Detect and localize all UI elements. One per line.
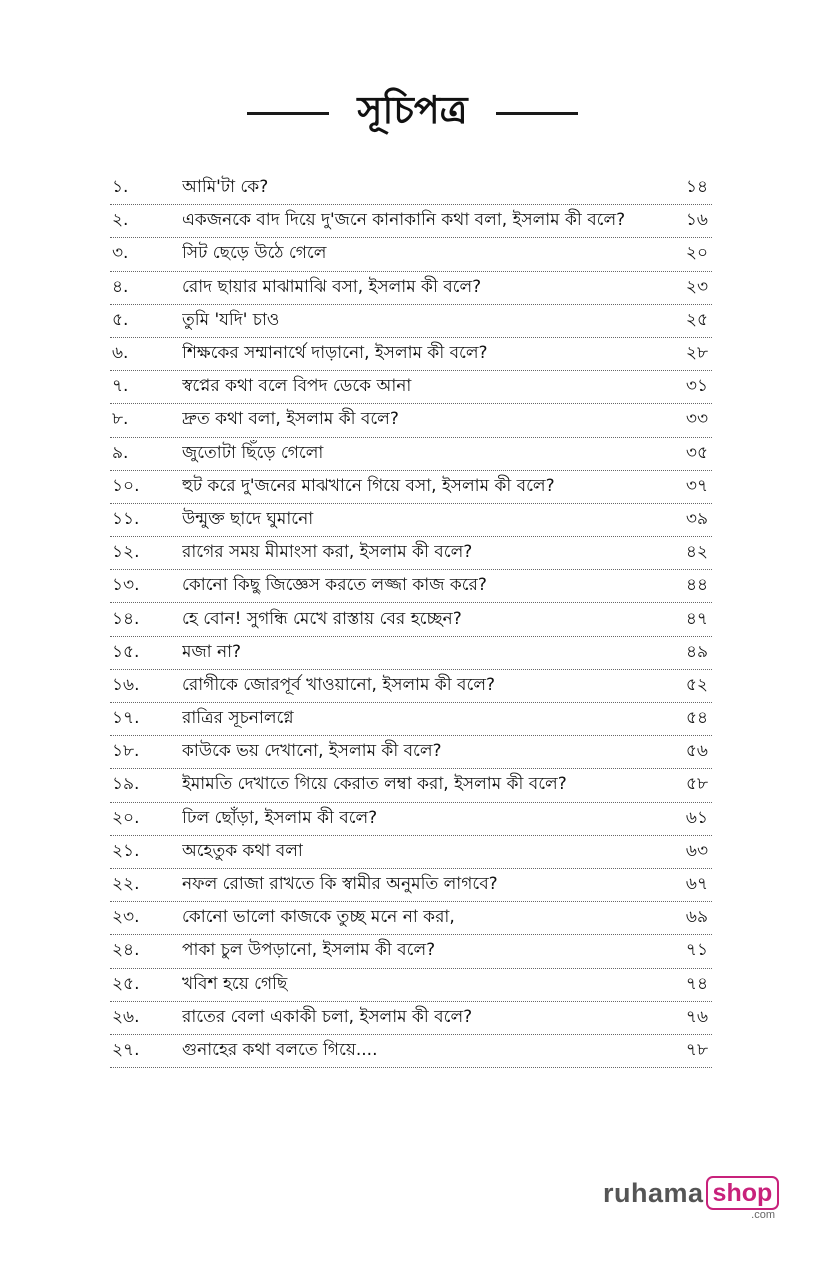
toc-entry (110, 803, 712, 836)
toc-entry-title: হুট করে দু'জনের মাঝখানে গিয়ে বসা, ইসলাম কী বলে? (182, 475, 555, 496)
toc-entry (110, 537, 712, 570)
toc-entry-page: ৪৪ (685, 575, 708, 596)
toc-entry-number: ৩. (112, 243, 129, 264)
toc-entry-number: ২৩. (112, 907, 140, 928)
toc-entry-number: ৬. (112, 343, 129, 364)
toc-entry-page: ৫৮ (685, 774, 708, 795)
toc-entry-title: কোনো কিছু জিজ্ঞেস করতে লজ্জা কাজ করে? (182, 575, 487, 596)
toc-entry-title: কোনো ভালো কাজকে তুচ্ছ মনে না করা, (182, 907, 455, 928)
toc-entry (110, 305, 712, 338)
toc-entry (110, 637, 712, 670)
toc-entry-number: ২৬. (112, 1006, 140, 1027)
toc-entry-title: আমি'টা কে? (182, 177, 269, 198)
toc-entry (110, 404, 712, 437)
toc-entry-number: ২. (112, 210, 129, 231)
toc-entry (110, 670, 712, 703)
toc-entry-title: ইমামতি দেখাতে গিয়ে কেরাত লম্বা করা, ইসলাম কী বলে? (182, 774, 567, 795)
toc-entry (110, 869, 712, 902)
toc-entry-title: রাগের সময় মীমাংসা করা, ইসলাম কী বলে? (182, 542, 473, 563)
toc-entry-title: স্বপ্নের কথা বলে বিপদ ডেকে আনা (182, 376, 412, 397)
toc-entry-number: ৫. (112, 309, 129, 330)
toc-entry-number: ২৫. (112, 973, 140, 994)
toc-entry-number: ১০. (112, 475, 140, 496)
toc-entry-number: ২৭. (112, 1039, 140, 1060)
toc-entry-page: ২৮ (685, 343, 708, 364)
toc-entry (110, 504, 712, 537)
toc-entry-title: উন্মুক্ত ছাদে ঘুমানো (182, 508, 314, 529)
toc-entry-title: খবিশ হয়ে গেছি (182, 973, 288, 994)
toc-entry-page: ৩৩ (685, 409, 708, 430)
toc-entry-title: কাউকে ভয় দেখানো, ইসলাম কী বলে? (182, 741, 442, 762)
toc-entry-page: ৬১ (685, 807, 708, 828)
toc-entry (110, 338, 712, 371)
toc-entry-number: ৭. (112, 376, 129, 397)
toc-entry-page: ৫২ (685, 674, 708, 695)
toc-entry-title: অহেতুক কথা বলা (182, 840, 303, 861)
toc-entry-number: ২৪. (112, 940, 140, 961)
toc-entry (110, 836, 712, 869)
toc-entry (110, 438, 712, 471)
toc-entry-page: ৪৭ (685, 608, 708, 629)
toc-entry-page: ৫৬ (685, 741, 708, 762)
toc-entry-title: নফল রোজা রাখতে কি স্বামীর অনুমতি লাগবে? (182, 874, 498, 895)
toc-entry (110, 238, 712, 271)
toc-entry-page: ২৫ (685, 309, 708, 330)
table-of-contents (110, 172, 712, 1068)
toc-entry-title: হে বোন! সুগন্ধি মেখে রাস্তায় বের হচ্ছেন? (182, 608, 462, 629)
logo-ruhama-text: ruhama (603, 1177, 704, 1208)
toc-entry-page: ১৪ (685, 177, 708, 198)
toc-entry-title: রাতের বেলা একাকী চলা, ইসলাম কী বলে? (182, 1006, 473, 1027)
title-rule-right (496, 112, 578, 115)
toc-entry-number: ১১. (112, 508, 140, 529)
toc-entry-page: ৭৪ (685, 973, 708, 994)
toc-entry-title: রাত্রির সূচনালগ্নে (182, 708, 294, 729)
toc-entry (110, 969, 712, 1002)
toc-entry-number: ১৪. (112, 608, 140, 629)
toc-entry-number: ৪. (112, 276, 129, 297)
toc-entry-number: ১৬. (112, 674, 140, 695)
toc-entry-number: ১৩. (112, 575, 140, 596)
toc-entry (110, 1035, 712, 1068)
toc-entry (110, 272, 712, 305)
logo-domain-text: .com (751, 1209, 775, 1221)
toc-entry-page: ২০ (685, 243, 708, 264)
toc-entry (110, 603, 712, 636)
toc-entry-title: মজা না? (182, 641, 242, 662)
toc-entry-number: ২১. (112, 840, 140, 861)
toc-entry-number: ৯. (112, 442, 129, 463)
toc-entry-number: ১. (112, 177, 129, 198)
toc-entry-title: একজনকে বাদ দিয়ে দু'জনে কানাকানি কথা বলা, ইসলাম কী বলে? (182, 210, 626, 231)
toc-entry (110, 769, 712, 802)
toc-entry (110, 205, 712, 238)
toc-entry-page: ৩৫ (685, 442, 708, 463)
ruhamashop-logo (603, 1176, 783, 1231)
toc-entry-number: ৮. (112, 409, 129, 430)
title-rule-left (247, 112, 329, 115)
toc-entry-number: ১৯. (112, 774, 140, 795)
toc-header (0, 78, 825, 148)
toc-entry-title: দ্রুত কথা বলা, ইসলাম কী বলে? (182, 409, 399, 430)
toc-entry (110, 935, 712, 968)
logo-shop-text: shop (706, 1176, 780, 1210)
toc-entry-number: ১৭. (112, 708, 140, 729)
toc-entry-page: ২৩ (685, 276, 708, 297)
toc-entry-number: ১২. (112, 542, 140, 563)
toc-entry-title: তুমি 'যদি' চাও (182, 309, 280, 330)
toc-entry-page: ৪২ (685, 542, 708, 563)
toc-entry-title: রোদ ছায়ার মাঝামাঝি বসা, ইসলাম কী বলে? (182, 276, 482, 297)
toc-entry-page: ৬৩ (685, 840, 708, 861)
toc-entry-page: ৭৬ (685, 1006, 708, 1027)
toc-entry-number: ১৫. (112, 641, 140, 662)
toc-entry-title: সিট ছেড়ে উঠে গেলে (182, 243, 327, 264)
toc-entry-page: ৭১ (685, 940, 708, 961)
toc-entry-number: ২০. (112, 807, 140, 828)
toc-entry-title: ঢিল ছোঁড়া, ইসলাম কী বলে? (182, 807, 378, 828)
toc-entry-page: ৩৭ (685, 475, 708, 496)
toc-entry-page: ৬৯ (685, 907, 708, 928)
toc-entry-title: শিক্ষকের সম্মানার্থে দাড়ানো, ইসলাম কী বলে? (182, 343, 488, 364)
toc-entry-number: ১৮. (112, 741, 140, 762)
toc-entry-title: গুনাহের কথা বলতে গিয়ে.... (182, 1039, 378, 1060)
toc-entry (110, 172, 712, 205)
page-title: সূচিপত্র (357, 87, 468, 132)
toc-entry (110, 703, 712, 736)
toc-entry-title: জুতোটা ছিঁড়ে গেলো (182, 442, 324, 463)
toc-entry-page: ৩১ (685, 376, 708, 397)
toc-entry (110, 1002, 712, 1035)
toc-entry-number: ২২. (112, 874, 140, 895)
toc-entry-page: ৭৮ (685, 1039, 708, 1060)
toc-entry-title: রোগীকে জোরপূর্ব খাওয়ানো, ইসলাম কী বলে? (182, 674, 496, 695)
toc-entry (110, 902, 712, 935)
toc-entry-page: ৫৪ (685, 708, 708, 729)
toc-entry-page: ৩৯ (685, 508, 708, 529)
toc-entry-page: ৬৭ (685, 874, 708, 895)
toc-entry (110, 736, 712, 769)
toc-entry-page: ১৬ (685, 210, 708, 231)
toc-entry-title: পাকা চুল উপড়ানো, ইসলাম কী বলে? (182, 940, 436, 961)
toc-entry (110, 471, 712, 504)
toc-entry (110, 570, 712, 603)
toc-entry-page: ৪৯ (685, 641, 708, 662)
toc-entry (110, 371, 712, 404)
